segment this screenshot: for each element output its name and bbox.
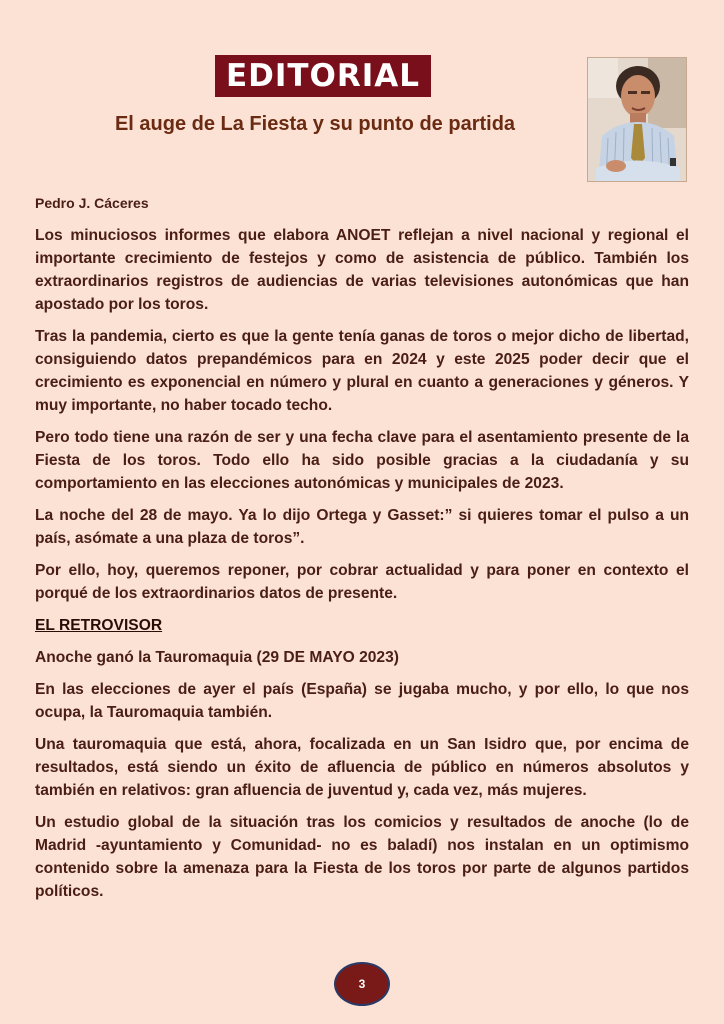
paragraph: En las elecciones de ayer el país (España) se jugaba mucho, y por ello, lo que nos ocupa, la Tauromaquia también. — [35, 681, 689, 721]
page-number-badge: 3 — [334, 962, 390, 1006]
paragraph: Una tauromaquia que está, ahora, focalizada en un San Isidro que, por encima de resultados, está siendo un éxito de afluencia de público en números absolutos y también en relativos: gran afluencia de juventud y, cada vez, más mujeres. — [35, 736, 689, 799]
paragraph: Los minuciosos informes que elabora ANOET reflejan a nivel nacional y regional el importante crecimiento de festejos y como de asistencia de público. También los extraordinarios registros de audiencias de varias televisiones autonómicas que han apostado por los toros. — [35, 227, 689, 313]
author-photo — [587, 57, 687, 182]
paragraph: Tras la pandemia, cierto es que la gente tenía ganas de toros o mejor dicho de libertad, consiguiendo datos prepandémicos para en 2024 y este 2025 poder decir que el crecimiento es exponencial en número y plural en cuanto a generaciones y géneros. Y muy importante, no haber tocado techo. — [35, 328, 689, 414]
paragraph: Pero todo tiene una razón de ser y una fecha clave para el asentamiento presente de la Fiesta de los toros. Todo ello ha sido posible gracias a la ciudadanía y su comportamiento en las elecciones autonómicas y municipales de 2023. — [35, 429, 689, 492]
section-heading: EL RETROVISOR — [35, 617, 163, 634]
subheading: Anoche ganó la Tauromaquia (29 DE MAYO 2023) — [35, 649, 399, 666]
author-byline: Pedro J. Cáceres — [35, 195, 149, 211]
author-portrait-image — [588, 58, 686, 181]
editorial-banner: EDITORIAL — [215, 55, 431, 97]
headline: El auge de La Fiesta y su punto de partida — [114, 113, 516, 135]
paragraph: Un estudio global de la situación tras los comicios y resultados de anoche (lo de Madrid -ayuntamiento y Comunidad- no es baladí) nos instalan en un optimismo contenido sobre la amenaza para la Fiesta de los toros por parte de algunos partidos políticos. — [35, 814, 689, 900]
paragraph: La noche del 28 de mayo. Ya lo dijo Ortega y Gasset:” si quieres tomar el pulso a un país, asómate a una plaza de toros”. — [35, 507, 689, 547]
article-body — [35, 224, 689, 912]
paragraph: Por ello, hoy, queremos reponer, por cobrar actualidad y para poner en contexto el porqué de los extraordinarios datos de presente. — [35, 562, 689, 602]
